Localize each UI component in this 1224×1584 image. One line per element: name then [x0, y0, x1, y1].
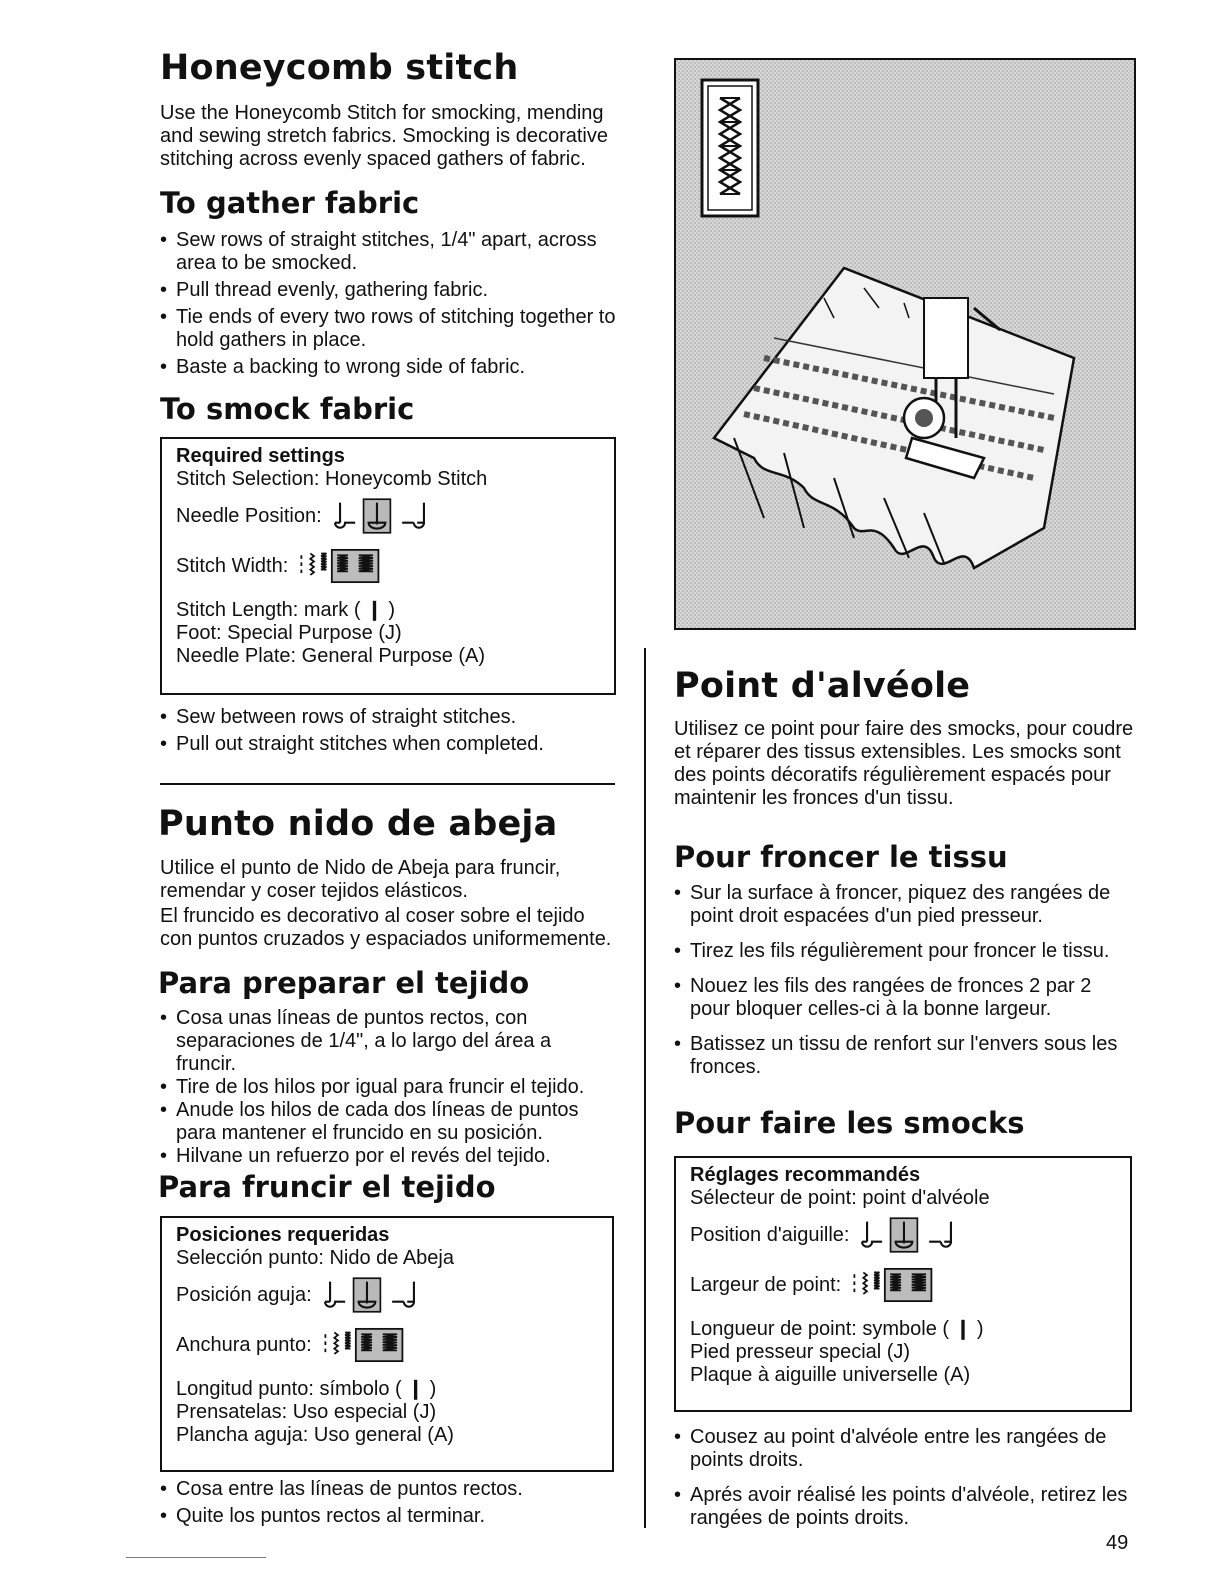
- spanish-gather-heading: Para preparar el tejido: [158, 966, 530, 1000]
- english-settings-box: [160, 437, 616, 695]
- stitch-selection: Stitch Selection: Honeycomb Stitch: [176, 468, 488, 490]
- needle-plate: Plaque à aiguille universelle (A): [690, 1364, 971, 1386]
- french-smock-heading: Pour faire les smocks: [674, 1106, 1025, 1140]
- english-intro: Use the Honeycomb Stitch for smocking, mending and sewing stretch fabrics. Smocking is decorative stitching across evenly spaced gathers of fabric.: [160, 102, 608, 170]
- needle-plate: Plancha aguja: Uso general (A): [176, 1424, 454, 1446]
- list-item: • Aprés avoir réalisé les points d'alvéole, retirez les rangées de points droits.: [674, 1484, 1134, 1530]
- spanish-title: Punto nido de abeja: [158, 804, 558, 844]
- list-item: • Hilvane un refuerzo por el revés del tejido.: [160, 1145, 616, 1168]
- stitch-selection: Selección punto: Nido de Abeja: [176, 1247, 454, 1269]
- settings-title: Réglages recommandés: [690, 1164, 921, 1186]
- foot: Foot: Special Purpose (J): [176, 622, 402, 644]
- needle-position-icon: [857, 1215, 961, 1255]
- spanish-settings-box: [160, 1216, 614, 1472]
- stitch-width-label: Anchura punto:: [176, 1333, 312, 1356]
- spanish-smock-list: [160, 1478, 620, 1528]
- english-smock-list: [160, 706, 620, 756]
- english-smock-heading: To smock fabric: [160, 392, 415, 426]
- stitch-width-row: [176, 541, 600, 591]
- stitch-width-icon: [296, 548, 382, 584]
- stitch-length: Stitch Length: mark ( ❙ ): [176, 599, 396, 621]
- needle-position-row: [176, 1270, 598, 1320]
- french-gather-heading: Pour froncer le tissu: [674, 840, 1008, 874]
- page-number: 49: [1106, 1532, 1129, 1554]
- stitch-width-row: [176, 1320, 598, 1370]
- needle-position-label: Position d'aiguille:: [690, 1223, 850, 1246]
- french-intro: Utilisez ce point pour faire des smocks, pour coudre et réparer des tissus extensibles. Les smocks sont des points décoratifs régulièrement espacés pour maintenir les fronces d'un tissu.: [674, 718, 1134, 809]
- list-item: • Pull out straight stitches when completed.: [160, 733, 620, 756]
- french-smock-list: [674, 1426, 1134, 1530]
- english-title: Honeycomb stitch: [160, 48, 519, 88]
- foot: Pied presseur special (J): [690, 1341, 911, 1363]
- needle-plate: Needle Plate: General Purpose (A): [176, 645, 486, 667]
- list-item: • Tie ends of every two rows of stitching together to hold gathers in place.: [160, 306, 620, 352]
- french-gather-list: [674, 882, 1134, 1079]
- stitch-width-label: Largeur de point:: [690, 1273, 842, 1296]
- stitch-width-row: [690, 1260, 1116, 1310]
- needle-position-label: Posición aguja:: [176, 1283, 312, 1306]
- stitch-width-icon: [320, 1327, 406, 1363]
- stitch-selection: Sélecteur de point: point d'alvéole: [690, 1187, 990, 1209]
- column-divider: [644, 648, 646, 1528]
- list-item: • Baste a backing to wrong side of fabric.: [160, 356, 620, 379]
- stitch-length: Longitud punto: símbolo ( ❙ ): [176, 1378, 437, 1400]
- settings-title: Required settings: [176, 445, 345, 467]
- list-item: • Cousez au point d'alvéole entre les rangées de points droits.: [674, 1426, 1134, 1472]
- needle-position-row: [690, 1210, 1116, 1260]
- list-item: • Cosa unas líneas de puntos rectos, con separaciones de 1/4", a lo largo del área a fruncir.: [160, 1007, 616, 1076]
- list-item: • Sew between rows of straight stitches.: [160, 706, 620, 729]
- english-gather-list: [160, 229, 620, 379]
- smocking-illustration: [674, 58, 1136, 630]
- foot: Prensatelas: Uso especial (J): [176, 1401, 437, 1423]
- spanish-intro-2: El fruncido es decorativo al coser sobre el tejido con puntos cruzados y espaciados uniformemente.: [160, 905, 612, 950]
- list-item: • Cosa entre las líneas de puntos rectos.: [160, 1478, 620, 1501]
- spanish-intro-1: Utilice el punto de Nido de Abeja para fruncir, remendar y coser tejidos elásticos.: [160, 857, 561, 902]
- list-item: • Tirez les fils régulièrement pour froncer le tissu.: [674, 940, 1134, 963]
- section-divider: [160, 783, 615, 785]
- french-settings-box: [674, 1156, 1132, 1412]
- stitch-length: Longueur de point: symbole ( ❙ ): [690, 1318, 984, 1340]
- english-gather-heading: To gather fabric: [160, 186, 420, 220]
- list-item: • Pull thread evenly, gathering fabric.: [160, 279, 620, 302]
- list-item: • Anude los hilos de cada dos líneas de puntos para mantener el fruncido en su posición.: [160, 1099, 616, 1145]
- needle-position-icon: [330, 496, 434, 536]
- list-item: • Tire de los hilos por igual para fruncir el tejido.: [160, 1076, 616, 1099]
- french-title: Point d'alvéole: [674, 666, 971, 706]
- honeycomb-stitch-icon: [702, 80, 758, 216]
- spanish-smock-heading: Para fruncir el tejido: [158, 1170, 496, 1204]
- needle-position-row: [176, 491, 600, 541]
- needle-position-icon: [320, 1275, 424, 1315]
- needle-position-label: Needle Position:: [176, 504, 322, 527]
- settings-title: Posiciones requeridas: [176, 1224, 390, 1246]
- spanish-gather-list: [160, 1007, 616, 1168]
- list-item: • Nouez les fils des rangées de fronces 2 par 2 pour bloquer celles-ci à la bonne largeur.: [674, 975, 1134, 1021]
- stitch-width-label: Stitch Width:: [176, 554, 289, 577]
- stitch-width-icon: [849, 1267, 935, 1303]
- list-item: • Sur la surface à froncer, piquez des rangées de point droit espacées d'un pied presseur.: [674, 882, 1134, 928]
- footer-line: [126, 1557, 266, 1558]
- list-item: • Quite los puntos rectos al terminar.: [160, 1505, 620, 1528]
- list-item: • Batissez un tissu de renfort sur l'envers sous les fronces.: [674, 1033, 1134, 1079]
- list-item: • Sew rows of straight stitches, 1/4" apart, across area to be smocked.: [160, 229, 620, 275]
